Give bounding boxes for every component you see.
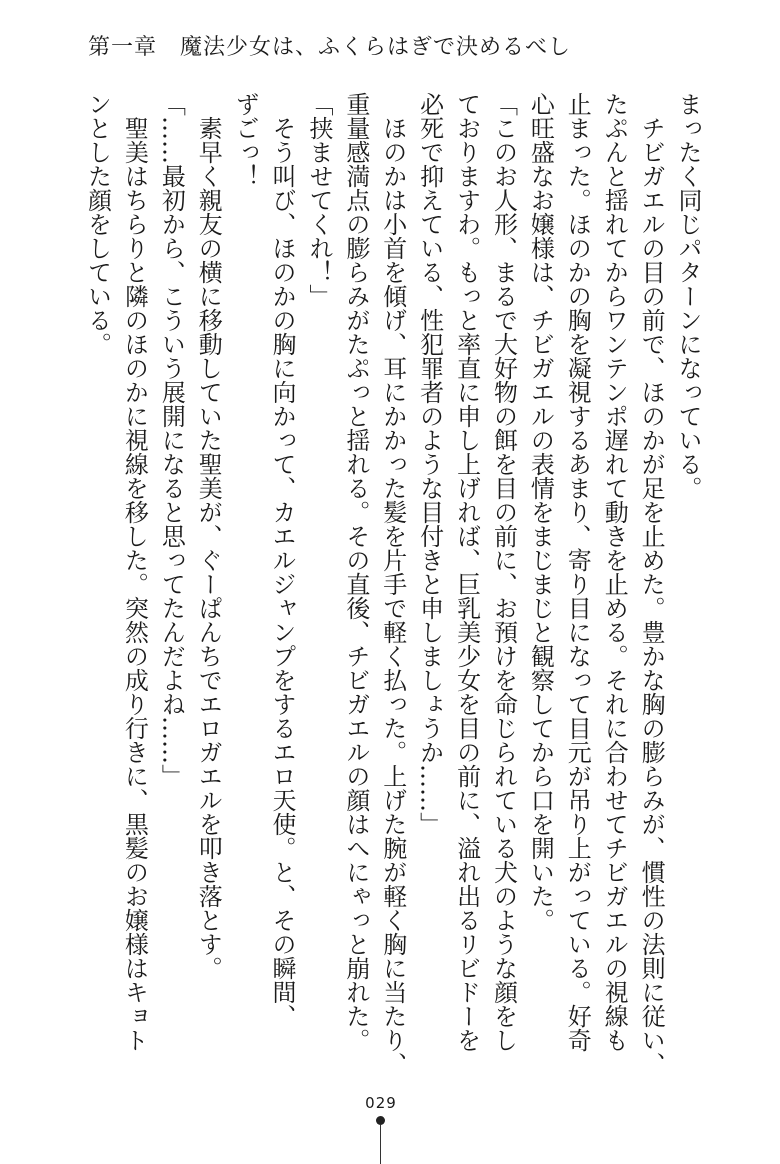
text-line: ておりますわ。もっと率直に申し上げれば、巨乳美少女を目の前に、溢れ出るリビドーを [452,92,481,1052]
text-line: 必死で抑えている、性犯罪者のような目付きと申しましょうか……」 [415,92,444,836]
text-line: 重量感満点の膨らみがたぷっと揺れる。その直後、チビガエルの顔はへにゃっと崩れた。 [341,92,370,1052]
folio-ornament-line [380,1125,381,1164]
body-text [79,92,706,1076]
text-line: 「このお人形、まるで大好物の餌を目の前に、お預けを命じられている犬のような顔をし [489,92,518,1052]
text-line: ンとした顔をしている。 [83,92,112,356]
text-line: 「挟ませてくれ！」 [304,92,333,308]
text-line: 素早く親友の横に移動していた聖美が、ぐーぱんちでエロガエルを叩き落とす。 [194,92,223,980]
text-line: 「……最初から、こういう展開になると思ってたんだよね……」 [157,92,186,788]
text-line: そう叫び、ほのかの胸に向かって、カエルジャンプをするエロ天使。と、その瞬間、 [268,92,297,1028]
folio-ornament-icon [376,1116,385,1125]
text-line: 聖美はちらりと隣のほのかに視線を移した。突然の成り行きに、黒髪のお嬢様はキョト [120,92,149,1052]
text-line: ほのかは小首を傾げ、耳にかかった髪を片手で軽く払った。上げた腕が軽く胸に当たり、 [378,92,407,1076]
text-line: 止まった。ほのかの胸を凝視するあまり、寄り目になって目元が吊り上がっている。好奇 [563,92,592,1052]
chapter-title: 第一章 魔法少女は、ふくらはぎで決めるべし [88,35,572,60]
text-line: ずごっ！ [231,92,260,188]
page-number: 029 [365,1094,397,1112]
text-line: 心旺盛なお嬢様は、チビガエルの表情をまじまじと観察してから口を開いた。 [526,92,555,932]
text-line: たぷんと揺れてからワンテンポ遅れて動きを止める。それに合わせてチビガエルの視線も [600,92,629,1052]
text-line: まったく同じパターンになっている。 [674,92,702,500]
text-line: チビガエルの目の前で、ほのかが足を止めた。豊かな胸の膨らみが、慣性の法則に従い、 [637,92,666,1076]
